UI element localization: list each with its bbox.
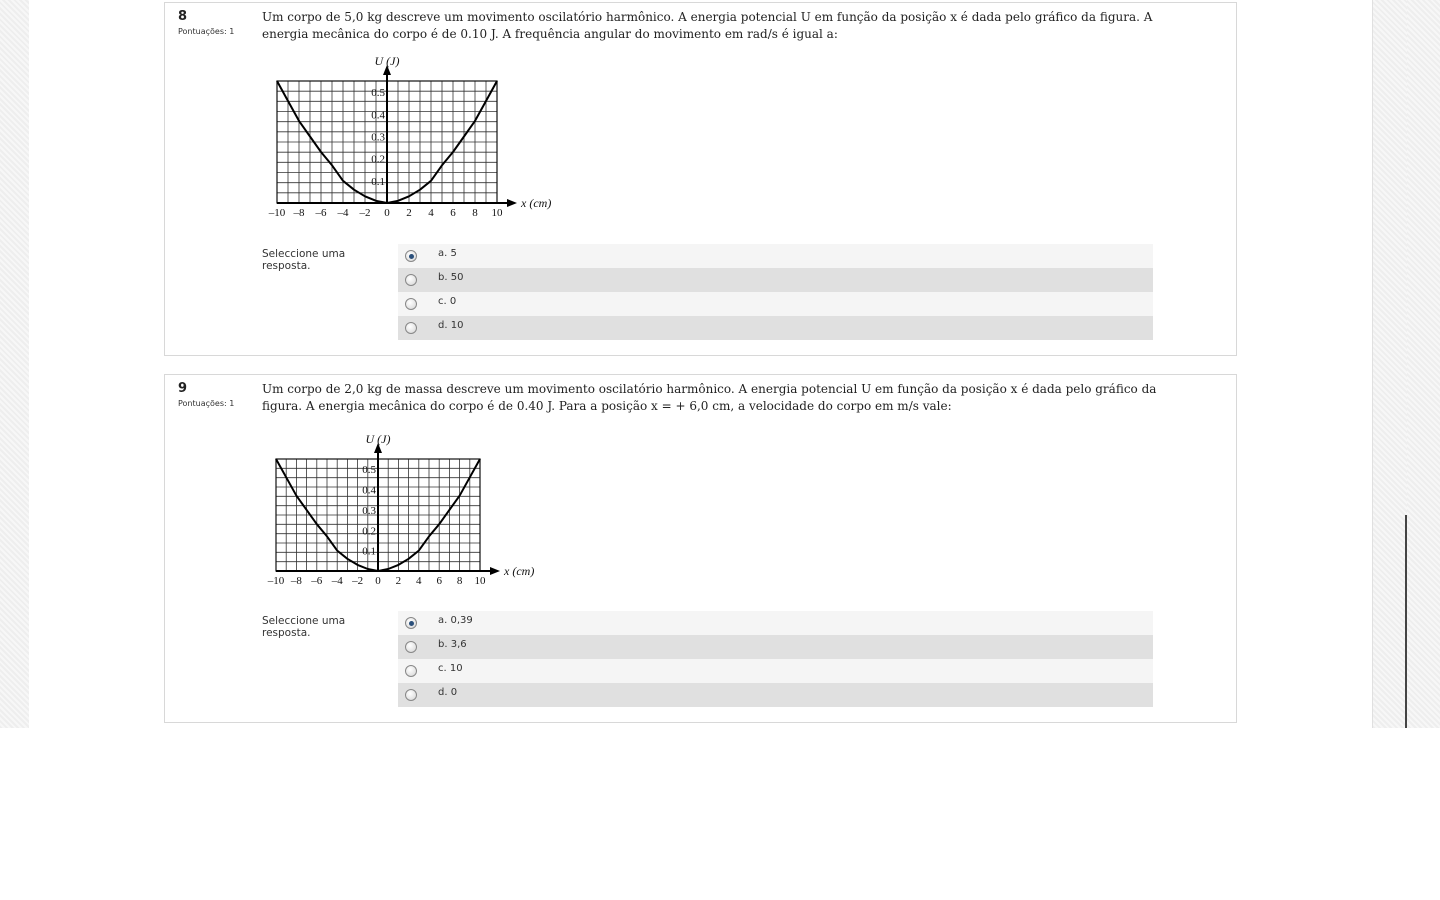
y-axis-label: U (J) xyxy=(365,432,391,446)
answer-option[interactable] xyxy=(398,244,1153,268)
answer-option[interactable] xyxy=(398,316,1153,340)
y-tick-label: 0.1 xyxy=(362,545,376,558)
answer-option[interactable] xyxy=(398,611,1153,635)
question-9 xyxy=(164,374,1237,723)
x-tick-label: –6 xyxy=(315,207,327,219)
x-tick-label: 6 xyxy=(450,207,456,219)
x-tick-label: 8 xyxy=(456,575,463,587)
x-tick-label: –4 xyxy=(337,207,349,219)
y-tick-label: 0.2 xyxy=(362,525,376,538)
question-text: Um corpo de 2,0 kg de massa descreve um movimento oscilatório harmônico. A energia potencial U em função da posição x é dada pelo gráfico da figura. A energia mecânica do corpo é de 0.40 J. Para a posição x = + 6,0 cm, a velocidade do corpo em m/s vale: xyxy=(262,382,1157,413)
radio-button[interactable] xyxy=(405,322,417,334)
y-tick-label: 0.5 xyxy=(371,87,385,100)
x-axis-arrow xyxy=(507,199,517,207)
answer-list xyxy=(398,244,1153,340)
question-8 xyxy=(164,2,1237,356)
x-tick-label: 2 xyxy=(406,207,412,219)
x-tick-label: –10 xyxy=(268,207,286,219)
y-tick-label: 0.4 xyxy=(371,109,385,122)
x-tick-label: –2 xyxy=(352,575,364,587)
x-tick-label: 10 xyxy=(491,207,503,219)
answer-label[interactable]: b. 50 xyxy=(438,272,464,283)
answer-option[interactable] xyxy=(398,635,1153,659)
x-tick-label: 6 xyxy=(436,575,442,587)
scrollbar-thumb[interactable] xyxy=(1405,515,1407,728)
answer-option[interactable] xyxy=(398,292,1153,316)
question-number: 9 xyxy=(178,381,188,396)
radio-button[interactable] xyxy=(405,250,417,262)
answer-label[interactable]: c. 10 xyxy=(438,663,463,674)
question-text: Um corpo de 5,0 kg descreve um movimento oscilatório harmônico. A energia potencial U em função da posição x é dada pelo gráfico da figura. A energia mecânica do corpo é de 0.10 J. A frequência angular do movimento em rad/s é igual a: xyxy=(262,10,1153,41)
radio-button[interactable] xyxy=(405,274,417,286)
x-tick-label: 8 xyxy=(472,207,478,219)
radio-button[interactable] xyxy=(405,665,417,677)
answer-option[interactable] xyxy=(398,683,1153,707)
y-axis-label: U (J) xyxy=(374,54,400,68)
x-axis-label: x (cm) xyxy=(504,564,535,578)
answer-label[interactable]: d. 0 xyxy=(438,687,458,698)
y-tick-label: 0.3 xyxy=(362,504,376,517)
x-tick-label: 0 xyxy=(375,575,381,587)
answer-label[interactable]: c. 0 xyxy=(438,296,457,307)
select-answer-label: Seleccione uma resposta. xyxy=(262,248,346,272)
question-score: Pontuações: 1 xyxy=(178,27,235,36)
answer-label[interactable]: a. 5 xyxy=(438,248,457,259)
radio-button[interactable] xyxy=(405,641,417,653)
y-tick-label: 0.1 xyxy=(371,175,385,188)
potential-energy-chart xyxy=(262,53,562,221)
question-number: 8 xyxy=(178,9,188,24)
radio-button[interactable] xyxy=(405,298,417,310)
y-tick-label: 0.3 xyxy=(371,131,385,144)
x-tick-label: –2 xyxy=(359,207,371,219)
y-tick-label: 0.5 xyxy=(362,464,376,477)
answer-label[interactable]: a. 0,39 xyxy=(438,615,473,626)
right-margin xyxy=(1372,0,1407,728)
potential-energy-chart xyxy=(262,431,542,587)
x-tick-label: –8 xyxy=(293,207,305,219)
select-answer-label: Seleccione uma resposta. xyxy=(262,615,346,639)
x-tick-label: 10 xyxy=(474,575,486,587)
radio-button[interactable] xyxy=(405,617,417,629)
x-axis-arrow xyxy=(490,567,500,575)
answer-option[interactable] xyxy=(398,659,1153,683)
answer-label[interactable]: d. 10 xyxy=(438,320,464,331)
y-tick-label: 0.4 xyxy=(362,484,376,497)
x-tick-label: 2 xyxy=(395,575,402,587)
x-tick-label: 4 xyxy=(416,575,422,587)
x-tick-label: –6 xyxy=(311,575,323,587)
x-tick-label: 0 xyxy=(384,207,390,219)
y-tick-label: 0.2 xyxy=(371,153,385,166)
x-tick-label: –4 xyxy=(331,575,343,587)
radio-button[interactable] xyxy=(405,689,417,701)
x-axis-label: x (cm) xyxy=(521,196,552,210)
x-tick-label: –10 xyxy=(267,575,285,587)
answer-option[interactable] xyxy=(398,268,1153,292)
x-tick-label: –8 xyxy=(290,575,302,587)
answer-list xyxy=(398,611,1153,707)
question-score: Pontuações: 1 xyxy=(178,399,235,408)
answer-label[interactable]: b. 3,6 xyxy=(438,639,467,650)
x-tick-label: 4 xyxy=(428,207,434,219)
